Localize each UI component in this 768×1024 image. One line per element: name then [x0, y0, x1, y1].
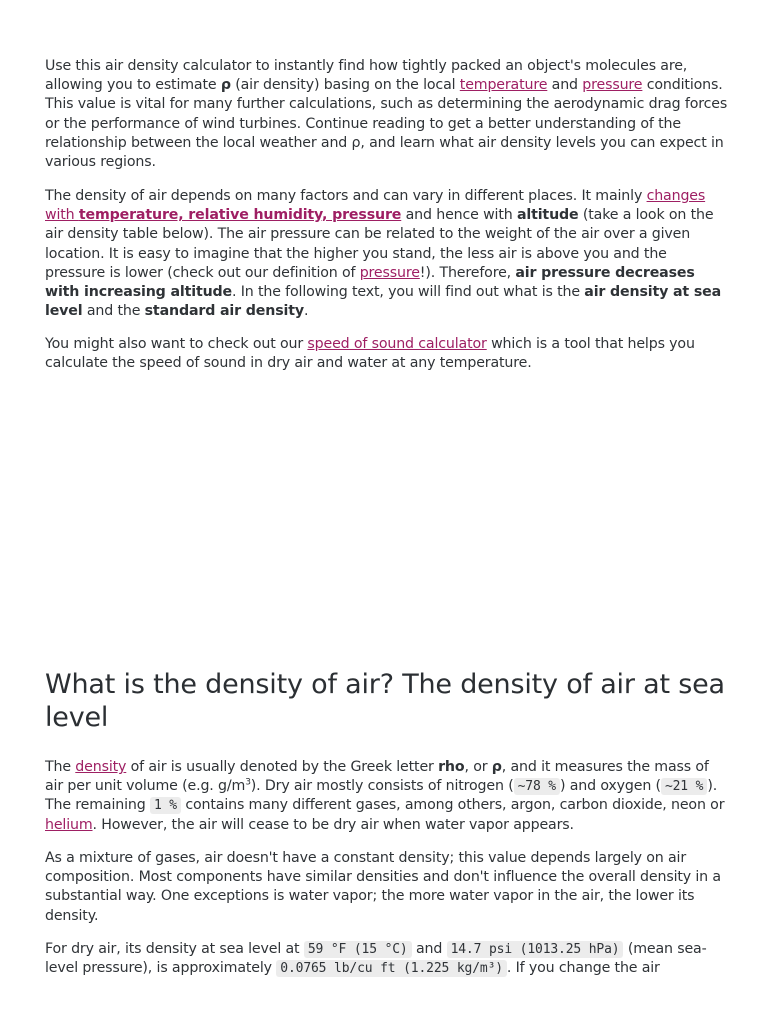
speed-of-sound-paragraph — [45, 335, 729, 373]
remaining-value: 1 % — [150, 797, 181, 814]
factors-paragraph — [45, 187, 729, 321]
text: , and it measures the mass of air per unit volume (e.g. g/m — [45, 759, 709, 795]
pressure-value: 14.7 psi (1013.25 hPa) — [447, 941, 624, 958]
sea-level-bold: air density at sea level — [45, 284, 722, 320]
text: ) and oxygen ( — [559, 778, 661, 795]
rho-symbol: ρ — [220, 77, 231, 94]
text: ). The remaining — [45, 778, 718, 814]
standard-density-bold: standard air density — [144, 303, 304, 320]
helium-link[interactable]: helium — [45, 816, 93, 833]
intro-paragraph — [45, 57, 729, 172]
mixture-paragraph: As a mixture of gases, air doesn't have a constant density; this value depends largely on air composition. Most components have similar densities and don't influence the overall density in a substantial way. One exceptions is water vapor; the more water vapor in the air, the lower its density. — [45, 850, 721, 924]
link-bold-text: temperature, relative humidity, pressure — [78, 207, 402, 224]
pressure-link[interactable]: pressure — [582, 77, 643, 94]
pressure-decreases-bold: air pressure decreases with increasing altitude — [45, 264, 695, 301]
text: and the — [82, 303, 145, 320]
section-heading: What is the density of air? The density of air at sea level — [45, 669, 725, 733]
text: The density of air depends on many factors and can vary in different places. It mainly — [45, 188, 647, 204]
text: , or — [464, 759, 492, 775]
text: of air is usually denoted by the Greek letter — [126, 759, 439, 775]
link-text: changes with — [45, 188, 706, 224]
density-link[interactable]: density — [75, 759, 127, 775]
text: . — [303, 303, 309, 320]
text: !). Therefore, — [419, 264, 516, 281]
pressure-definition-link[interactable]: pressure — [359, 264, 420, 281]
rho-bold: rho — [438, 759, 465, 775]
temperature-link[interactable]: temperature — [459, 77, 548, 94]
temperature-value: 59 °F (15 °C) — [304, 941, 412, 958]
text: (mean sea-level pressure), is approximately — [45, 941, 707, 977]
superscript: 3 — [245, 777, 251, 788]
altitude-bold: altitude — [516, 207, 579, 224]
rho-symbol-bold: ρ — [491, 759, 502, 775]
text: (air density) basing on the local — [230, 77, 460, 94]
text: and — [411, 941, 447, 957]
density-value: 0.0765 lb/cu ft (1.225 kg/m³) — [276, 960, 507, 977]
text: Use this air density calculator to instantly find how tightly packed an object's molecules are, allowing you to estimate — [45, 58, 688, 94]
text: . If you change the air — [506, 960, 660, 977]
sea-level-density-paragraph — [45, 940, 729, 978]
nitrogen-value: ~78 % — [514, 778, 560, 795]
text: which is a tool that helps you calculate the speed of sound in dry air and water at any temperature. — [45, 336, 695, 372]
text: and hence with — [401, 207, 517, 224]
density-definition-paragraph — [45, 758, 729, 835]
text: You might also want to check out our — [45, 336, 308, 352]
text: ). Dry air mostly consists of nitrogen ( — [250, 778, 514, 795]
text: and — [547, 77, 583, 94]
text: . In the following text, you will find out what is the — [232, 284, 585, 301]
text: For dry air, its density at sea level at — [45, 941, 304, 957]
speed-of-sound-link[interactable]: speed of sound calculator — [307, 336, 487, 352]
text: . However, the air will cease to be dry air when water vapor appears. — [92, 816, 574, 833]
text: The — [45, 759, 76, 775]
oxygen-value: ~21 % — [661, 778, 707, 795]
text: (take a look on the air density table below). The air pressure can be related to the weight of the air over a given location. It is easy to imagine that the higher you stand, the less air is above you and the pressure is lower (check out our definition of — [45, 207, 714, 281]
text: conditions. This value is vital for many further calculations, such as determining the aerodynamic drag forces or the performance of wind turbines. Continue reading to get a better understanding of the relationship between the local weather and ρ, and learn what air density levels you can expect in various regions. — [45, 77, 728, 171]
text: contains many different gases, among others, argon, carbon dioxide, neon or — [180, 797, 725, 814]
